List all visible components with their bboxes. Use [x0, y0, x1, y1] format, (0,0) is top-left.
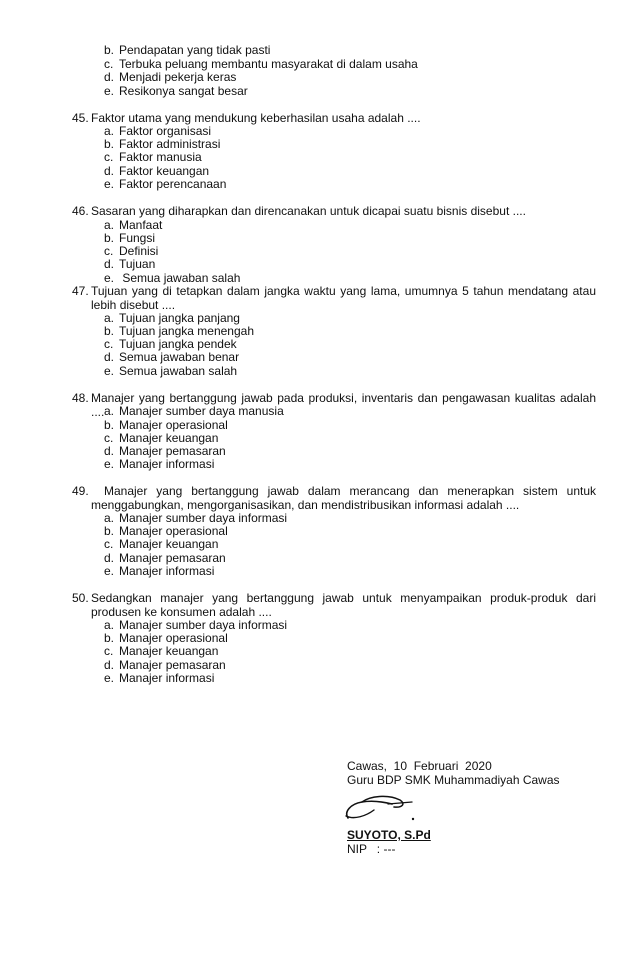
option-b: b. Manajer operasional — [104, 524, 228, 538]
option-b: b. Manajer operasional — [104, 418, 228, 432]
question-46 — [72, 205, 596, 219]
handwritten-signature — [340, 790, 430, 830]
question-text: Faktor utama yang mendukung keberhasilan usaha adalah .... — [91, 111, 421, 125]
option-a: a. Manfaat — [104, 218, 163, 232]
question-47 — [72, 285, 596, 312]
option-c: c. Definisi — [104, 244, 159, 258]
question-text: Tujuan yang di tetapkan dalam jangka waktu yang lama, umumnya 5 tahun mendatang atau lebih disebut .... — [91, 284, 596, 312]
question-number: 50. — [72, 591, 89, 605]
option-c: c. Manajer keuangan — [104, 644, 219, 658]
option-e: e. Manajer informasi — [104, 457, 215, 471]
option-e: e. Manajer informasi — [104, 671, 215, 685]
option-e: e. Semua jawaban salah — [104, 364, 238, 378]
option-e: e. Resikonya sangat besar — [104, 84, 248, 98]
question-number: 48. — [72, 391, 89, 405]
signature-place-date: Cawas, 10 Februari 2020 — [347, 759, 492, 773]
option-d: d. Faktor keuangan — [104, 164, 210, 178]
option-c: c. Tujuan jangka pendek — [104, 337, 237, 351]
question-number: 45. — [72, 111, 89, 125]
option-b: b. Manajer operasional — [104, 631, 228, 645]
option-b: b. Pendapatan yang tidak pasti — [104, 43, 271, 57]
option-c: c. Manajer keuangan — [104, 431, 219, 445]
question-number: 49. — [72, 484, 89, 498]
question-text: Manajer yang bertanggung jawab dalam merancang dan menerapkan sistem untuk menggabungkan, mengorganisasikan, dan mendistribusikan informasi adalah .... — [91, 484, 596, 512]
signatory-name: SUYOTO, S.Pd — [347, 828, 431, 842]
option-b: b. Faktor administrasi — [104, 137, 221, 151]
signatory-nip: NIP : --- — [347, 842, 396, 856]
question-text: Manajer yang bertanggung jawab pada produksi, inventaris dan pengawasan kualitas adalah .... — [91, 391, 596, 419]
question-number: 47. — [72, 284, 89, 298]
option-d: d. Tujuan — [104, 257, 156, 271]
signature-position: Guru BDP SMK Muhammadiyah Cawas — [347, 773, 560, 787]
option-e: e. Faktor perencanaan — [104, 177, 227, 191]
option-e: e. Manajer informasi — [104, 564, 215, 578]
question-text: Sedangkan manajer yang bertanggung jawab untuk menyampaikan produk-produk dari produsen ke konsumen adalah .... — [91, 591, 596, 619]
option-b: b. Fungsi — [104, 231, 156, 245]
option-a: a. Manajer sumber daya manusia — [104, 404, 284, 418]
option-c: c. Faktor manusia — [104, 150, 202, 164]
option-e: e. Semua jawaban salah — [104, 271, 241, 285]
option-c: c. Manajer keuangan — [104, 537, 219, 551]
option-d: d. Manajer pemasaran — [104, 551, 226, 565]
question-50 — [72, 592, 596, 619]
question-number: 46. — [72, 204, 89, 218]
question-text: Sasaran yang diharapkan dan direncanakan untuk dicapai suatu bisnis disebut .... — [91, 204, 526, 218]
option-b: b. Tujuan jangka menengah — [104, 324, 254, 338]
option-d: d. Manajer pemasaran — [104, 444, 226, 458]
option-c: c. Terbuka peluang membantu masyarakat di dalam usaha — [104, 57, 418, 71]
option-d: d. Menjadi pekerja keras — [104, 70, 237, 84]
option-a: a. Faktor organisasi — [104, 124, 212, 138]
question-49 — [72, 485, 596, 512]
option-d: d. Manajer pemasaran — [104, 658, 226, 672]
option-a: a. Manajer sumber daya informasi — [104, 511, 288, 525]
option-a: a. Tujuan jangka panjang — [104, 311, 240, 325]
option-d: d. Semua jawaban benar — [104, 350, 240, 364]
option-a: a. Manajer sumber daya informasi — [104, 618, 288, 632]
